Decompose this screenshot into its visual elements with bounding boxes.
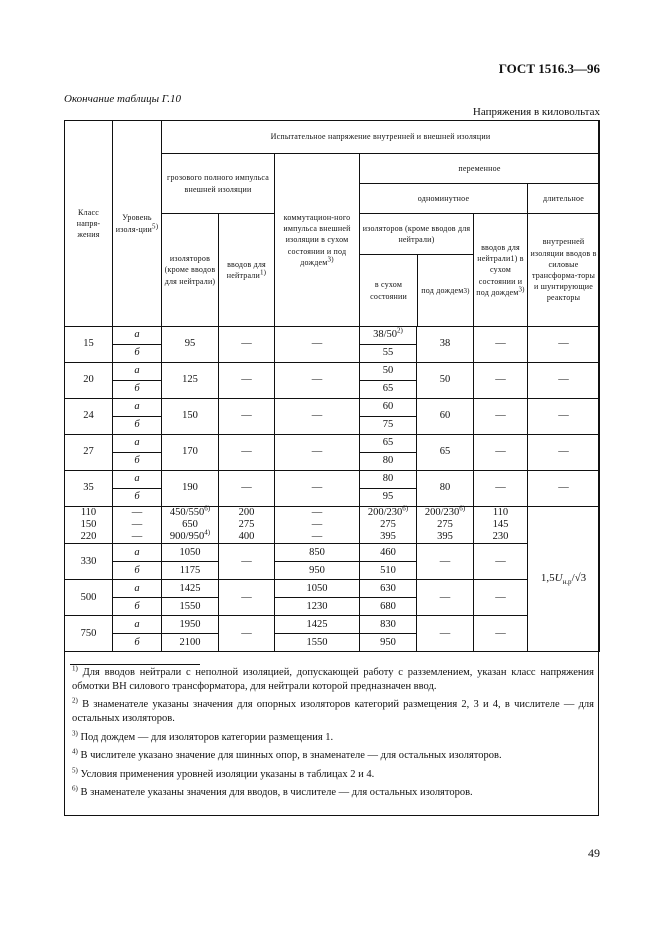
header-lightning: грозового полного импульса внешней изоляции [162,154,275,214]
dry-cell: 950 [360,634,417,652]
class-cell: 150 [65,519,113,531]
switching-cell: — [275,435,360,471]
header-test-voltage: Испытательное напряжение внутренней и внешней изоляции [162,121,600,154]
switching-cell: 1230 [275,598,360,616]
level-cell: а [113,580,162,598]
table-row [65,399,600,417]
switching-cell: — [275,519,360,531]
dry-cell: 460 [360,544,417,562]
class-cell: 500 [65,580,113,616]
bushing-cell: — [474,616,528,652]
class-cell: 15 [65,327,113,363]
footnote [72,749,594,763]
level-cell: — [113,507,162,520]
page-number: 49 [588,846,600,860]
switching-cell: — [275,363,360,399]
rain-cell: 50 [417,363,474,399]
dry-cell: 65 [360,435,417,453]
lightning-cell: 95 [162,327,219,363]
bushing-cell: 110 [474,507,528,520]
header-class: Класс напря-жения [65,121,113,327]
class-cell: 330 [65,544,113,580]
footnote-text: В знаменателе указаны значения для опорных изоляторов категорий размещения 2, 3 и 4, в числителе — для остальных изоляторов. [72,699,594,724]
header-level: Уровень изоля-ции$^{5)}$ [113,121,162,327]
document-code: ГОСТ 1516.3—96 [498,61,600,76]
bushing-cell: — [474,544,528,580]
footnote-text: Для вводов нейтрали с неполной изоляцией, допускающей работу с разземлением, указан класс напряжения обмотки ВН силового трансформатора, для нейтрали которой предназначен ввод. [72,667,595,692]
long-term-cell: — [528,399,600,435]
dry-cell: 50 [360,363,417,381]
footnote [72,768,594,782]
footnote-number: 5) [72,766,78,775]
header-insulators-except: изоляторов (кроме вводов для нейтрали) [162,214,219,327]
dry-cell: 65 [360,381,417,399]
table-row [65,435,600,453]
units-note: Напряжения в киловольтах [472,106,600,118]
level-cell: б [113,562,162,580]
bushing-cell: — [474,580,528,616]
footnote-text: Условия применения уровней изоляции указаны в таблицах 2 и 4. [80,768,375,780]
level-cell: б [113,381,162,399]
dry-cell: 830 [360,616,417,634]
lightning-cell: 1050 [162,544,219,562]
table-row [65,471,600,489]
switching-cell: — [275,327,360,363]
level-cell: б [113,417,162,435]
dry-cell: 38/50$^{2)}$ [360,327,417,345]
long-term-formula: $1,5U_{н.р}/√3$ [528,507,600,652]
rain-cell: 65 [417,435,474,471]
level-cell: а [113,544,162,562]
neutral-cell: — [219,363,275,399]
level-cell: б [113,598,162,616]
long-term-cell: — [528,363,600,399]
table-body [65,121,600,652]
header-neutral-bushings: вводов для нейтрали$^{1)}$ [219,214,275,327]
table-caption: Окончание таблицы Г.10 [64,93,181,105]
header-insulators-group [360,214,474,327]
footnote [72,698,594,725]
footnote [72,666,594,693]
lightning-cell: 1175 [162,562,219,580]
bushing-cell: — [474,363,528,399]
footnote [72,731,594,745]
bushing-cell: — [474,399,528,435]
table-row [65,531,600,544]
lightning-cell: 1950 [162,616,219,634]
class-cell: 35 [65,471,113,507]
header-switching: коммутацион-ного импульса внешней изоляции в сухом состоянии и под дождем$^{3)}$ [275,154,360,327]
switching-cell: 1550 [275,634,360,652]
lightning-cell: 170 [162,435,219,471]
neutral-cell: 400 [219,531,275,544]
class-cell: 110 [65,507,113,520]
lightning-cell: 900/950$^{4)}$ [162,531,219,544]
switching-cell: — [275,507,360,520]
footnote-separator [70,664,200,665]
lightning-cell: 1550 [162,598,219,616]
dry-cell: 275 [360,519,417,531]
level-cell: — [113,519,162,531]
bushing-cell: — [474,435,528,471]
dry-cell: 95 [360,489,417,507]
level-cell: а [113,363,162,381]
footnote [72,786,594,800]
long-term-cell: — [528,435,600,471]
neutral-cell: — [219,580,275,616]
switching-cell: 850 [275,544,360,562]
bushing-cell: 230 [474,531,528,544]
dry-cell: 630 [360,580,417,598]
neutral-cell: 200 [219,507,275,520]
bushing-cell: — [474,327,528,363]
dry-cell: 200/230$^{6)}$ [360,507,417,520]
footnote-number: 2) [72,696,78,705]
header-one-minute: одноминутное [360,184,528,214]
neutral-cell: — [219,471,275,507]
footnote-number: 4) [72,747,78,756]
neutral-cell: — [219,544,275,580]
neutral-cell: — [219,399,275,435]
dry-cell: 395 [360,531,417,544]
class-cell: 750 [65,616,113,652]
lightning-cell: 2100 [162,634,219,652]
dry-cell: 80 [360,471,417,489]
header-insulators-group-label: изоляторов (кроме вводов для нейтрали) [360,214,473,255]
lightning-cell: 125 [162,363,219,399]
switching-cell: — [275,471,360,507]
rain-cell: 395 [417,531,474,544]
neutral-cell: — [219,327,275,363]
lightning-cell: 1425 [162,580,219,598]
class-cell: 24 [65,399,113,435]
switching-cell: 1050 [275,580,360,598]
rain-cell: — [417,616,474,652]
rain-cell: 80 [417,471,474,507]
footnote-text: Под дождем — для изоляторов категории размещения 1. [80,731,334,743]
long-term-cell: — [528,471,600,507]
rain-cell: 60 [417,399,474,435]
level-cell: а [113,327,162,345]
bushing-cell: 145 [474,519,528,531]
rain-cell: 200/230$^{6)}$ [417,507,474,520]
long-term-cell: — [528,327,600,363]
lightning-cell: 450/550$^{6)}$ [162,507,219,520]
footnote-text: В числителе указано значение для шинных опор, в знаменателе — для остальных изоляторов. [80,750,502,762]
dry-cell: 510 [360,562,417,580]
neutral-cell: 275 [219,519,275,531]
header-dry: в сухом состоянии [360,255,418,326]
class-cell: 20 [65,363,113,399]
level-cell: б [113,489,162,507]
footnote-number: 3) [72,729,78,738]
header-rain: под дождем 3) [421,285,470,295]
rain-cell: — [417,580,474,616]
footnote-number: 1) [72,664,78,673]
level-cell: б [113,634,162,652]
table-row [65,616,600,634]
level-cell: а [113,471,162,489]
rain-cell: — [417,544,474,580]
table-row [65,507,600,520]
switching-cell: — [275,531,360,544]
dry-cell: 60 [360,399,417,417]
dry-cell: 55 [360,345,417,363]
level-cell: а [113,616,162,634]
switching-cell: 950 [275,562,360,580]
switching-cell: 1425 [275,616,360,634]
level-cell: — [113,531,162,544]
dry-cell: 75 [360,417,417,435]
dry-cell: 680 [360,598,417,616]
footnotes [72,666,594,805]
class-cell: 220 [65,531,113,544]
class-cell: 27 [65,435,113,471]
neutral-cell: — [219,435,275,471]
switching-cell: — [275,399,360,435]
level-cell: б [113,453,162,471]
footnote-number: 6) [72,784,78,793]
level-cell: б [113,345,162,363]
lightning-cell: 650 [162,519,219,531]
header-long-term: длительное [528,184,600,214]
table-row [65,519,600,531]
dry-cell: 80 [360,453,417,471]
lightning-cell: 150 [162,399,219,435]
footnote-text: В знаменателе указаны значения для вводов, в числителе — для остальных изоляторов. [80,787,473,799]
header-bushings-dry-rain: вводов для нейтрали1) в сухом состоянии и под дождем$^{3)}$ [474,214,528,327]
header-internal-reactors: внутренней изоляции вводов в силовые трансформа-торы и шунтирующие реакторы [528,214,600,327]
rain-cell: 38 [417,327,474,363]
rain-cell: 275 [417,519,474,531]
level-cell: а [113,399,162,417]
neutral-cell: — [219,616,275,652]
voltage-table [64,120,600,652]
table-row [65,580,600,598]
bushing-cell: — [474,471,528,507]
table-row [65,327,600,345]
lightning-cell: 190 [162,471,219,507]
header-alternating: переменное [360,154,600,184]
table-row [65,363,600,381]
table-row [65,544,600,562]
level-cell: а [113,435,162,453]
